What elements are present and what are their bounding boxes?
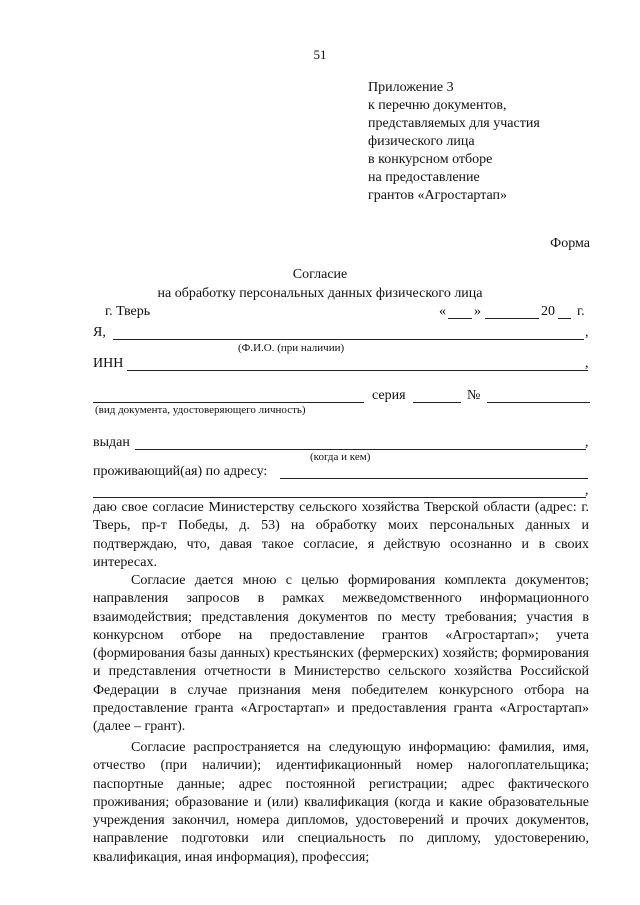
- appendix-line: на предоставление: [368, 170, 480, 185]
- date-year-field[interactable]: [558, 318, 571, 319]
- comma: ,: [585, 483, 589, 498]
- address-row-2: [93, 481, 590, 501]
- document-caption: (вид документа, удостоверяющего личность): [95, 404, 306, 416]
- comma: ,: [585, 325, 589, 340]
- date-quote-close: »: [474, 304, 481, 319]
- title-line: Согласие: [292, 267, 348, 282]
- inn-field[interactable]: [127, 370, 588, 371]
- series-field[interactable]: [413, 402, 461, 403]
- address-field-2[interactable]: [93, 497, 586, 498]
- date-quote-open: «: [439, 304, 446, 319]
- document-type-field[interactable]: [93, 402, 364, 403]
- city-date-row: [93, 302, 590, 322]
- page-number: 51: [313, 47, 327, 62]
- date-day-field[interactable]: [448, 318, 472, 319]
- information-paragraph: Согласие распространяется на следующую информацию: фамилия, имя, отчество (при наличии); идентификационный номер налогоплательщика; паспортные данные; адрес постоянной регистрации; адрес фактического проживания; образование и (или) квалификация (когда и какие образовательные учреждения закончил, номера дипломов, удостоверений и прочих документов, направление подготовки или специальность по диплому, удостоверению, квалификация, иная информация), профессия;: [93, 740, 589, 865]
- issued-caption: (когда и кем): [310, 451, 371, 463]
- appendix-note: [368, 79, 540, 205]
- comma: ,: [585, 435, 589, 450]
- inn-label: ИНН: [93, 356, 124, 371]
- fio-row: [93, 323, 590, 343]
- consent-paragraph: даю свое согласие Министерству сельского хозяйства Тверской области (адрес: г. Тверь, пр-т Победы, д. 53) на обработку моих персональных данных и подтверждаю, что, давая такое согласие, я действую осознанно и в своих интересах.: [93, 500, 589, 570]
- comma: ,: [585, 356, 589, 371]
- address-row: [93, 462, 590, 482]
- number-field[interactable]: [487, 402, 590, 403]
- appendix-line: Приложение 3: [368, 80, 454, 95]
- city-label: г. Тверь: [105, 304, 151, 319]
- document-title: [0, 265, 640, 303]
- issued-row: [93, 433, 590, 453]
- year-suffix: г.: [577, 304, 585, 319]
- document-row: [93, 386, 590, 406]
- address-field[interactable]: [280, 478, 588, 479]
- appendix-line: грантов «Агростартап»: [368, 188, 508, 203]
- form-label: Форма: [550, 236, 590, 251]
- purpose-paragraph: Согласие дается мною с целью формирования комплекта документов; направления запросов в рамках межведомственного информационного взаимодействия; представления документов по месту требования; участия в конкурсном отборе на предоставление грантов «Агростартап»; учета (формирования базы данных) крестьянских (фермерских) хозяйств; формирования и представления отчетности в Министерство сельского хозяйства Российской Федерации в случае признания меня победителем конкурсного отбора на предоставление гранта «Агростартап» и предоставления гранта «Агростартап» (далее – грант).: [93, 573, 589, 735]
- fio-field[interactable]: [113, 339, 584, 340]
- i-label: Я,: [93, 325, 106, 340]
- fio-caption: (Ф.И.О. (при наличии): [238, 342, 345, 354]
- series-label: серия: [372, 388, 406, 403]
- issued-field[interactable]: [135, 449, 586, 450]
- issued-label: выдан: [93, 435, 130, 450]
- appendix-line: к перечню документов,: [368, 98, 507, 113]
- appendix-line: в конкурсном отборе: [368, 152, 493, 167]
- inn-row: [93, 354, 590, 374]
- title-subtitle: на обработку персональных данных физического лица: [157, 286, 483, 301]
- address-label: проживающий(ая) по адресу:: [93, 464, 268, 479]
- number-label: №: [467, 388, 481, 403]
- appendix-line: физического лица: [368, 134, 475, 149]
- appendix-line: представляемых для участия: [368, 116, 540, 131]
- date-month-field[interactable]: [485, 318, 539, 319]
- year-prefix: 20: [541, 304, 555, 319]
